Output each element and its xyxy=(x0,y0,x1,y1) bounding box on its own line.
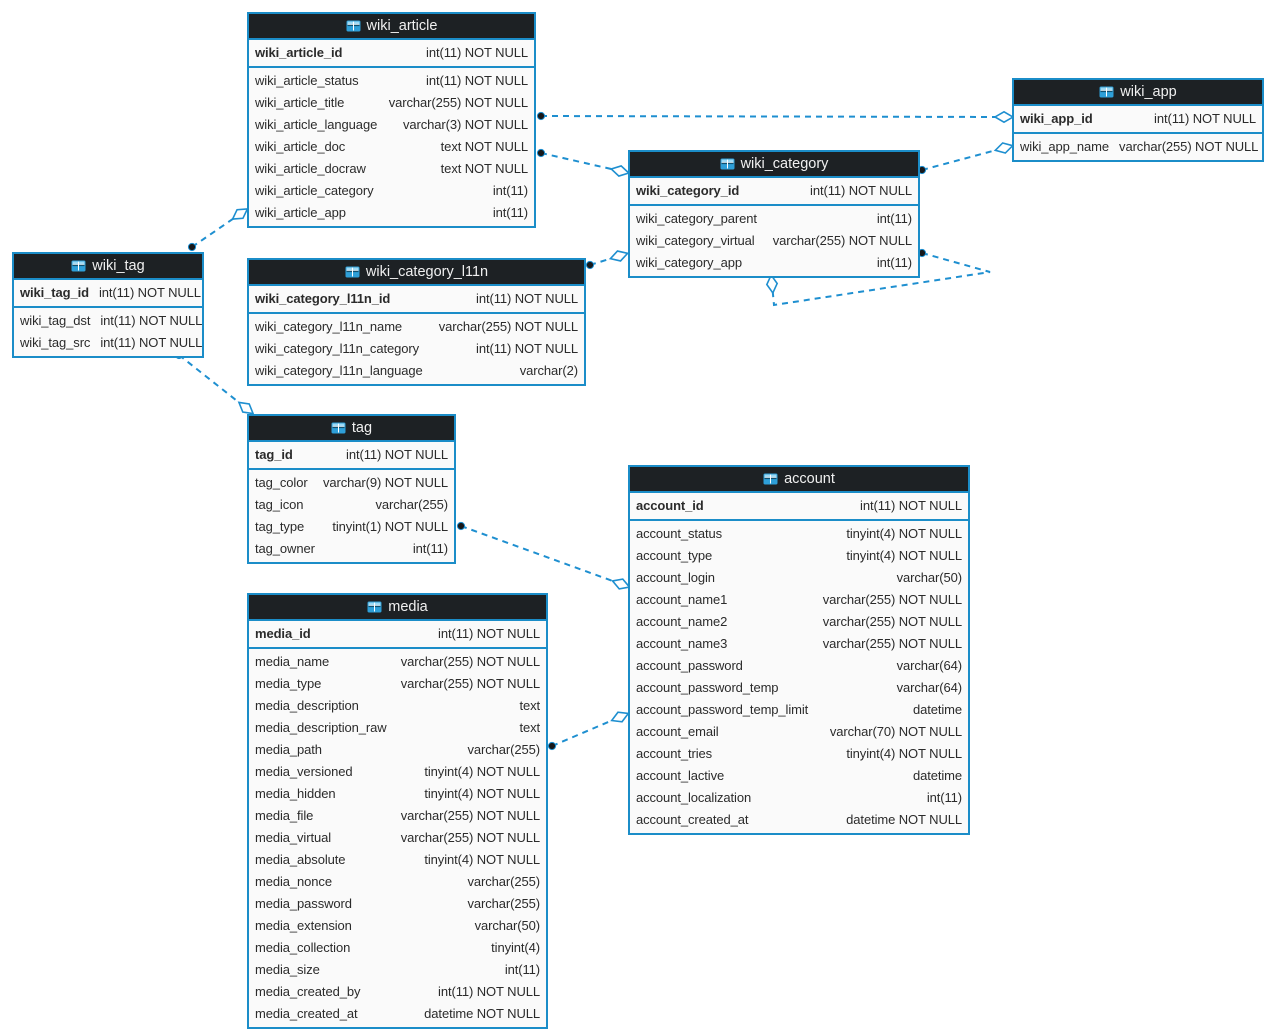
column-name: media_virtual xyxy=(255,830,332,845)
column-name: account_created_at xyxy=(636,812,749,827)
table-account[interactable] xyxy=(628,465,970,835)
primary-key-row xyxy=(630,495,968,517)
column-row xyxy=(630,589,968,611)
column-type: varchar(50) xyxy=(896,570,962,585)
column-type: int(11) NOT NULL xyxy=(860,498,962,513)
columns-section xyxy=(249,649,546,1027)
relation-dot xyxy=(188,243,195,250)
column-name: tag_icon xyxy=(255,497,304,512)
column-type: varchar(255) xyxy=(375,497,448,512)
column-name: wiki_app_id xyxy=(1020,111,1093,126)
column-type: tinyint(1) NOT NULL xyxy=(332,519,448,534)
column-name: account_password_temp_limit xyxy=(636,702,809,717)
column-row xyxy=(630,208,918,230)
column-name: account_lactive xyxy=(636,768,725,783)
column-type: tinyint(4) NOT NULL xyxy=(846,526,962,541)
column-name: account_email xyxy=(636,724,719,739)
column-type: int(11) NOT NULL xyxy=(476,341,578,356)
column-row xyxy=(249,180,534,202)
column-name: wiki_category_app xyxy=(636,255,742,270)
table-icon xyxy=(763,473,778,485)
column-type: tinyint(4) xyxy=(491,940,540,955)
column-row xyxy=(249,981,546,1003)
column-type: int(11) NOT NULL xyxy=(100,335,202,350)
column-name: media_type xyxy=(255,676,322,691)
column-row xyxy=(630,699,968,721)
column-type: int(11) xyxy=(876,211,912,226)
column-name: wiki_tag_dst xyxy=(20,313,91,328)
column-name: wiki_article_category xyxy=(255,183,374,198)
column-name: wiki_category_parent xyxy=(636,211,757,226)
column-row xyxy=(249,739,546,761)
table-header[interactable] xyxy=(249,416,454,442)
column-type: int(11) NOT NULL xyxy=(426,73,528,88)
column-name: media_versioned xyxy=(255,764,353,779)
columns-section xyxy=(14,308,202,356)
column-type: varchar(255) NOT NULL xyxy=(1119,139,1259,154)
column-name: account_tries xyxy=(636,746,713,761)
column-type: int(11) NOT NULL xyxy=(346,447,448,462)
column-row xyxy=(249,136,534,158)
column-type: int(11) NOT NULL xyxy=(100,313,202,328)
column-name: media_size xyxy=(255,962,320,977)
table-title: media xyxy=(388,599,428,615)
column-name: account_status xyxy=(636,526,723,541)
relation-wiki_category-wiki_app[interactable] xyxy=(922,148,1004,170)
column-row xyxy=(249,805,546,827)
column-type: varchar(3) NOT NULL xyxy=(402,117,528,132)
column-type: int(11) xyxy=(492,183,528,198)
column-type: varchar(255) NOT NULL xyxy=(400,654,540,669)
column-name: wiki_category_l11n_category xyxy=(255,341,419,356)
primary-key-section xyxy=(249,621,546,649)
column-row xyxy=(630,611,968,633)
table-icon xyxy=(346,20,361,32)
column-row xyxy=(249,871,546,893)
column-row xyxy=(630,677,968,699)
column-name: media_extension xyxy=(255,918,352,933)
column-name: account_password_temp xyxy=(636,680,779,695)
column-name: account_id xyxy=(636,498,704,513)
relation-dot xyxy=(457,522,464,529)
relation-dot xyxy=(586,261,593,268)
column-name: media_description xyxy=(255,698,359,713)
column-type: int(11) xyxy=(504,962,540,977)
column-name: media_name xyxy=(255,654,330,669)
column-name: wiki_article_status xyxy=(255,73,359,88)
table-wiki_category[interactable] xyxy=(628,150,920,278)
column-name: wiki_article_title xyxy=(255,95,345,110)
column-type: datetime xyxy=(912,768,962,783)
column-type: varchar(255) NOT NULL xyxy=(388,95,528,110)
column-name: wiki_category_l11n_id xyxy=(255,291,391,306)
primary-key-row xyxy=(14,282,202,304)
column-type: int(11) NOT NULL xyxy=(810,183,912,198)
table-icon xyxy=(720,158,735,170)
column-row xyxy=(249,827,546,849)
relation-dot xyxy=(548,742,555,749)
column-row xyxy=(14,332,202,354)
column-row xyxy=(630,252,918,274)
column-name: account_login xyxy=(636,570,715,585)
column-row xyxy=(630,523,968,545)
relation-dot xyxy=(537,149,544,156)
column-name: media_absolute xyxy=(255,852,346,867)
columns-section xyxy=(249,314,584,384)
table-title: wiki_app xyxy=(1120,84,1177,100)
column-type: varchar(70) NOT NULL xyxy=(829,724,962,739)
table-header[interactable] xyxy=(14,254,202,280)
column-type: int(11) NOT NULL xyxy=(438,984,540,999)
column-name: tag_owner xyxy=(255,541,315,556)
table-title: wiki_tag xyxy=(92,258,145,274)
column-name: media_description_raw xyxy=(255,720,387,735)
column-name: media_password xyxy=(255,896,352,911)
column-row xyxy=(630,787,968,809)
column-type: varchar(255) NOT NULL xyxy=(400,830,540,845)
column-type: varchar(255) xyxy=(467,896,540,911)
column-type: varchar(255) NOT NULL xyxy=(400,676,540,691)
primary-key-section xyxy=(630,178,918,206)
column-row xyxy=(249,937,546,959)
column-row xyxy=(249,494,454,516)
table-title: wiki_article xyxy=(366,18,438,34)
column-type: datetime xyxy=(912,702,962,717)
column-name: account_type xyxy=(636,548,713,563)
column-type: varchar(9) NOT NULL xyxy=(322,475,448,490)
table-tag[interactable] xyxy=(247,414,456,564)
table-title: account xyxy=(784,471,835,487)
column-row xyxy=(249,761,546,783)
column-name: account_localization xyxy=(636,790,752,805)
column-type: int(11) xyxy=(412,541,448,556)
column-name: wiki_article_app xyxy=(255,205,346,220)
column-name: media_path xyxy=(255,742,322,757)
column-name: wiki_article_doc xyxy=(255,139,346,154)
column-type: text NOT NULL xyxy=(440,161,528,176)
primary-key-section xyxy=(249,286,584,314)
column-type: int(11) NOT NULL xyxy=(1154,111,1256,126)
columns-section xyxy=(249,68,534,226)
column-name: media_collection xyxy=(255,940,351,955)
column-row xyxy=(249,717,546,739)
primary-key-row xyxy=(1014,108,1262,130)
column-row xyxy=(249,92,534,114)
column-row xyxy=(249,538,454,560)
column-type: varchar(255) NOT NULL xyxy=(822,614,962,629)
column-type: int(11) NOT NULL xyxy=(476,291,578,306)
column-type: text xyxy=(519,720,540,735)
column-name: wiki_category_l11n_name xyxy=(255,319,403,334)
column-name: wiki_article_docraw xyxy=(255,161,366,176)
column-type: datetime NOT NULL xyxy=(846,812,962,827)
column-type: varchar(255) NOT NULL xyxy=(772,233,912,248)
column-type: tinyint(4) NOT NULL xyxy=(424,786,540,801)
column-type: tinyint(4) NOT NULL xyxy=(424,764,540,779)
column-row xyxy=(249,114,534,136)
primary-key-row xyxy=(249,42,534,64)
column-type: varchar(255) NOT NULL xyxy=(822,592,962,607)
column-row xyxy=(249,316,584,338)
column-row xyxy=(249,959,546,981)
column-type: int(11) xyxy=(492,205,528,220)
table-header[interactable] xyxy=(630,152,918,178)
column-name: wiki_tag_src xyxy=(20,335,91,350)
column-name: wiki_category_virtual xyxy=(636,233,755,248)
relation-diamond xyxy=(610,164,630,178)
column-name: wiki_app_name xyxy=(1020,139,1110,154)
relation-wiki_article-wiki_app[interactable] xyxy=(541,116,1004,117)
relation-dot xyxy=(537,112,544,119)
column-row xyxy=(249,472,454,494)
table-header[interactable] xyxy=(630,467,968,493)
column-name: wiki_article_id xyxy=(255,45,343,60)
primary-key-section xyxy=(249,442,454,470)
column-type: tinyint(4) NOT NULL xyxy=(846,746,962,761)
column-row xyxy=(630,545,968,567)
column-type: int(11) xyxy=(926,790,962,805)
primary-key-row xyxy=(249,288,584,310)
relation-diamond xyxy=(609,248,629,263)
column-row xyxy=(249,158,534,180)
column-type: text xyxy=(519,698,540,713)
relation-wiki_tag-tag[interactable] xyxy=(179,355,246,408)
column-name: wiki_category_id xyxy=(636,183,740,198)
primary-key-section xyxy=(630,493,968,521)
table-title: tag xyxy=(351,420,373,436)
table-icon xyxy=(367,601,382,613)
column-row xyxy=(249,915,546,937)
column-type: varchar(2) xyxy=(519,363,578,378)
primary-key-row xyxy=(249,444,454,466)
column-name: account_name1 xyxy=(636,592,728,607)
column-name: media_hidden xyxy=(255,786,336,801)
columns-section xyxy=(249,470,454,562)
table-icon xyxy=(1099,86,1114,98)
table-icon xyxy=(71,260,86,272)
relation-media-account[interactable] xyxy=(552,717,620,746)
column-row xyxy=(249,783,546,805)
table-wiki_category_l11n[interactable] xyxy=(247,258,586,386)
column-row xyxy=(249,338,584,360)
column-name: wiki_article_language xyxy=(255,117,378,132)
column-row xyxy=(1014,136,1262,158)
column-type: varchar(50) xyxy=(474,918,540,933)
table-header[interactable] xyxy=(249,14,534,40)
column-type: varchar(255) NOT NULL xyxy=(438,319,578,334)
column-name: account_name3 xyxy=(636,636,728,651)
primary-key-section xyxy=(14,280,202,308)
column-row xyxy=(630,633,968,655)
column-type: tinyint(4) NOT NULL xyxy=(424,852,540,867)
table-media[interactable] xyxy=(247,593,548,1029)
column-type: int(11) NOT NULL xyxy=(98,285,201,300)
column-row xyxy=(249,651,546,673)
column-row xyxy=(249,893,546,915)
table-title: wiki_category_l11n xyxy=(365,264,489,280)
column-row xyxy=(249,70,534,92)
table-icon xyxy=(331,422,346,434)
table-wiki_app[interactable] xyxy=(1012,78,1264,162)
table-wiki_article[interactable] xyxy=(247,12,536,228)
table-header[interactable] xyxy=(249,260,584,286)
column-type: varchar(255) NOT NULL xyxy=(400,808,540,823)
column-row xyxy=(249,1003,546,1025)
column-name: tag_color xyxy=(255,475,308,490)
table-wiki_tag[interactable] xyxy=(12,252,204,358)
column-name: tag_id xyxy=(255,447,293,462)
columns-section xyxy=(630,521,968,833)
column-type: varchar(255) xyxy=(467,742,540,757)
column-row xyxy=(630,765,968,787)
table-header[interactable] xyxy=(1014,80,1262,106)
column-type: varchar(255) xyxy=(467,874,540,889)
column-name: media_created_at xyxy=(255,1006,358,1021)
column-type: datetime NOT NULL xyxy=(424,1006,540,1021)
table-icon xyxy=(345,266,360,278)
column-row xyxy=(249,516,454,538)
column-name: media_created_by xyxy=(255,984,361,999)
column-type: int(11) NOT NULL xyxy=(438,626,540,641)
column-row xyxy=(249,360,584,382)
relation-tag-account[interactable] xyxy=(461,526,621,584)
column-row xyxy=(630,721,968,743)
primary-key-section xyxy=(249,40,534,68)
column-name: media_id xyxy=(255,626,311,641)
column-row xyxy=(630,743,968,765)
column-type: varchar(64) xyxy=(896,658,962,673)
column-row xyxy=(630,230,918,252)
column-row xyxy=(630,809,968,831)
column-type: tinyint(4) NOT NULL xyxy=(846,548,962,563)
relation-wiki_article-wiki_category[interactable] xyxy=(541,153,620,171)
column-type: varchar(255) NOT NULL xyxy=(822,636,962,651)
column-name: media_file xyxy=(255,808,314,823)
column-row xyxy=(14,310,202,332)
column-row xyxy=(249,673,546,695)
primary-key-row xyxy=(249,623,546,645)
table-header[interactable] xyxy=(249,595,546,621)
column-name: wiki_tag_id xyxy=(20,285,89,300)
columns-section xyxy=(630,206,918,276)
column-type: int(11) xyxy=(876,255,912,270)
column-type: varchar(64) xyxy=(896,680,962,695)
relation-diamond xyxy=(995,112,1013,122)
column-row xyxy=(249,849,546,871)
primary-key-section xyxy=(1014,106,1262,134)
primary-key-row xyxy=(630,180,918,202)
column-row xyxy=(630,567,968,589)
column-type: text NOT NULL xyxy=(440,139,528,154)
column-name: tag_type xyxy=(255,519,305,534)
table-title: wiki_category xyxy=(740,156,829,172)
column-name: account_name2 xyxy=(636,614,728,629)
column-name: wiki_category_l11n_language xyxy=(255,363,423,378)
column-name: account_password xyxy=(636,658,743,673)
column-row xyxy=(249,202,534,224)
columns-section xyxy=(1014,134,1262,160)
column-row xyxy=(249,695,546,717)
column-name: media_nonce xyxy=(255,874,332,889)
column-type: int(11) NOT NULL xyxy=(426,45,528,60)
column-row xyxy=(630,655,968,677)
